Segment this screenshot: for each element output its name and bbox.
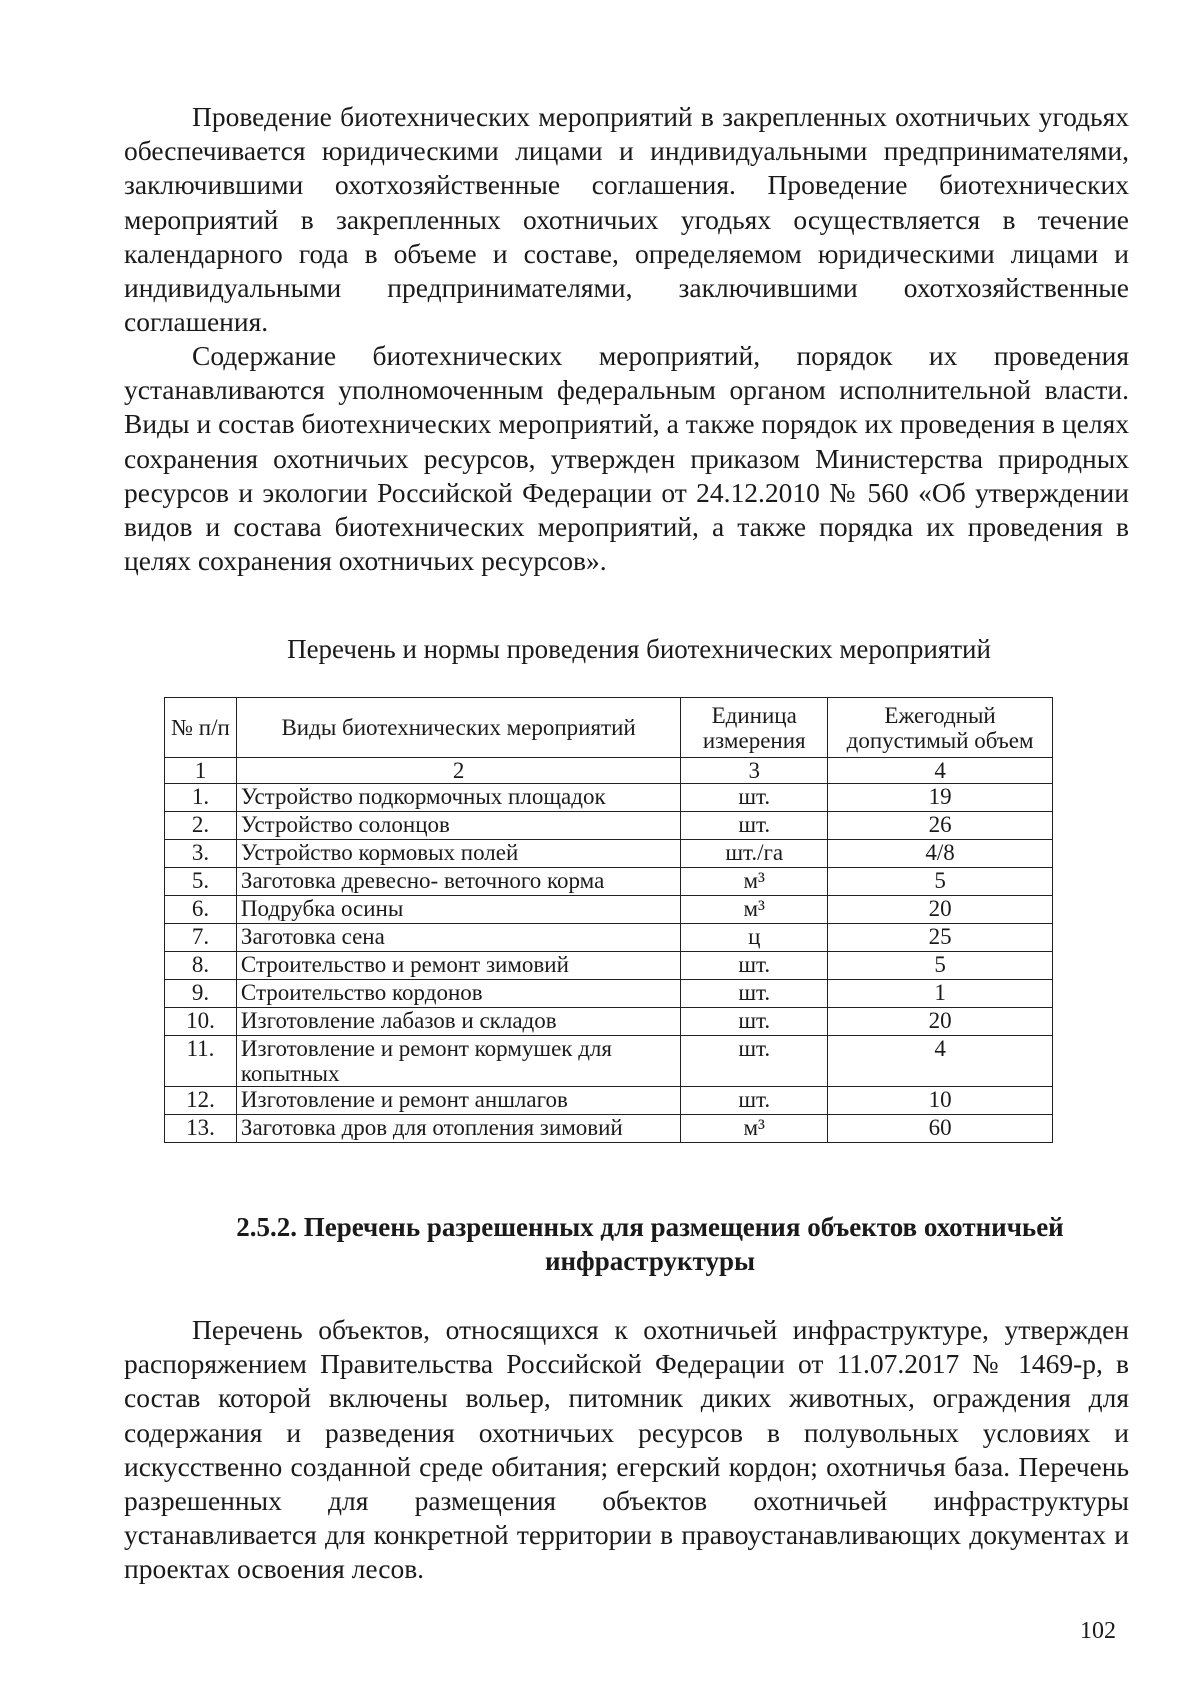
- row-volume: 20: [828, 1008, 1053, 1036]
- row-unit: шт.: [681, 952, 828, 980]
- header-num: № п/п: [165, 698, 237, 758]
- row-num: 5.: [165, 868, 237, 896]
- biotech-norms-table: [164, 697, 1053, 1143]
- header-volume: Ежегодный допустимый объем: [828, 698, 1053, 758]
- header-activity: Виды биотехнических мероприятий: [236, 698, 680, 758]
- row-unit: шт.: [681, 1008, 828, 1036]
- row-num: 2.: [165, 812, 237, 840]
- index-cell: 1: [165, 758, 237, 784]
- row-unit: шт.: [681, 812, 828, 840]
- table-caption: Перечень и нормы проведения биотехнических мероприятий: [287, 634, 991, 664]
- index-cell: 4: [828, 758, 1053, 784]
- row-volume: 10: [828, 1087, 1053, 1115]
- row-num: 10.: [165, 1008, 237, 1036]
- row-num: 9.: [165, 980, 237, 1008]
- row-volume: 19: [828, 784, 1053, 812]
- paragraph-infrastructure: Перечень объектов, относящихся к охотничьей инфраструктуре, утвержден распоряжением Правительства Российской Федерации от 11.07.2017 № 1469-р, в состав которой включены вольер, питомник диких животных, ограждения для содержания и разведения охотничьих ресурсов в полувольных условиях и искусственно созданной среде обитания; егерский кордон; охотничья база. Перечень разрешенных для размещения объектов охотничьей инфраструктуры устанавливается для конкретной территории в правоустанавливающих документах и проектах освоения лесов.: [124, 1314, 1129, 1585]
- page-number: 102: [1080, 1618, 1116, 1644]
- paragraph-biotech-content: Содержание биотехнических мероприятий, порядок их проведения устанавливаются уполномоченным федеральным органом исполнительной власти. Виды и состав биотехнических мероприятий, а также порядок их проведения в целях сохранения охотничьих ресурсов, утвержден приказом Министерства природных ресурсов и экологии Российской Федерации от 24.12.2010 № 560 «Об утверждении видов и состава биотехнических мероприятий, а также порядка их проведения в целях сохранения охотничьих ресурсов».: [124, 340, 1129, 577]
- table-row: [165, 812, 1053, 840]
- table-row: [165, 924, 1053, 952]
- row-num: 12.: [165, 1087, 237, 1115]
- table-row: [165, 840, 1053, 868]
- table-index-row: [165, 758, 1053, 784]
- row-unit: м³: [681, 868, 828, 896]
- table-row: [165, 1036, 1053, 1087]
- row-volume: 60: [828, 1115, 1053, 1143]
- row-volume: 4: [828, 1036, 1053, 1087]
- row-num: 8.: [165, 952, 237, 980]
- row-volume: 4/8: [828, 840, 1053, 868]
- table-row: [165, 896, 1053, 924]
- paragraph-biotech-conduct: Проведение биотехнических мероприятий в закрепленных охотничьих угодьях обеспечивается юридическими лицами и индивидуальными предпринимателями, заключившими охотхозяйственные соглашения. Проведение биотехнических мероприятий в закрепленных охотничьих угодьях осуществляется в течение календарного года в объеме и составе, определяемом юридическими лицами и индивидуальными предпринимателями, заключившими охотхозяйственные соглашения.: [124, 101, 1129, 338]
- row-activity: Заготовка сена: [236, 924, 680, 952]
- row-activity: Строительство и ремонт зимовий: [236, 952, 680, 980]
- row-activity: Заготовка древесно- веточного корма: [236, 868, 680, 896]
- row-activity: Строительство кордонов: [236, 980, 680, 1008]
- row-activity: Заготовка дров для отопления зимовий: [236, 1115, 680, 1143]
- table-row: [165, 1008, 1053, 1036]
- row-activity: Устройство кормовых полей: [236, 840, 680, 868]
- row-unit: шт.: [681, 784, 828, 812]
- index-cell: 2: [236, 758, 680, 784]
- row-unit: шт.: [681, 1036, 828, 1087]
- row-volume: 20: [828, 896, 1053, 924]
- row-unit: шт./га: [681, 840, 828, 868]
- row-num: 7.: [165, 924, 237, 952]
- row-num: 13.: [165, 1115, 237, 1143]
- row-activity: Изготовление лабазов и складов: [236, 1008, 680, 1036]
- row-activity: Устройство солонцов: [236, 812, 680, 840]
- table-row: [165, 952, 1053, 980]
- table-row: [165, 1087, 1053, 1115]
- row-unit: м³: [681, 1115, 828, 1143]
- row-activity: Изготовление и ремонт аншлагов: [236, 1087, 680, 1115]
- row-volume: 25: [828, 924, 1053, 952]
- table-row: [165, 1115, 1053, 1143]
- row-unit: м³: [681, 896, 828, 924]
- row-activity: Устройство подкормочных площадок: [236, 784, 680, 812]
- section-heading: 2.5.2. Перечень разрешенных для размещения объектов охотничьей инфраструктуры: [236, 1212, 1064, 1276]
- row-unit: ц: [681, 924, 828, 952]
- row-num: 3.: [165, 840, 237, 868]
- row-unit: шт.: [681, 980, 828, 1008]
- row-activity: Изготовление и ремонт кормушек для копытных: [236, 1036, 680, 1087]
- row-volume: 5: [828, 952, 1053, 980]
- row-activity: Подрубка осины: [236, 896, 680, 924]
- row-unit: шт.: [681, 1087, 828, 1115]
- index-cell: 3: [681, 758, 828, 784]
- header-unit: Единица измерения: [681, 698, 828, 758]
- table-row: [165, 980, 1053, 1008]
- table-header-row: [165, 698, 1053, 758]
- row-volume: 26: [828, 812, 1053, 840]
- row-volume: 1: [828, 980, 1053, 1008]
- table-row: [165, 868, 1053, 896]
- row-volume: 5: [828, 868, 1053, 896]
- row-num: 11.: [165, 1036, 237, 1087]
- row-num: 1.: [165, 784, 237, 812]
- table-row: [165, 784, 1053, 812]
- row-num: 6.: [165, 896, 237, 924]
